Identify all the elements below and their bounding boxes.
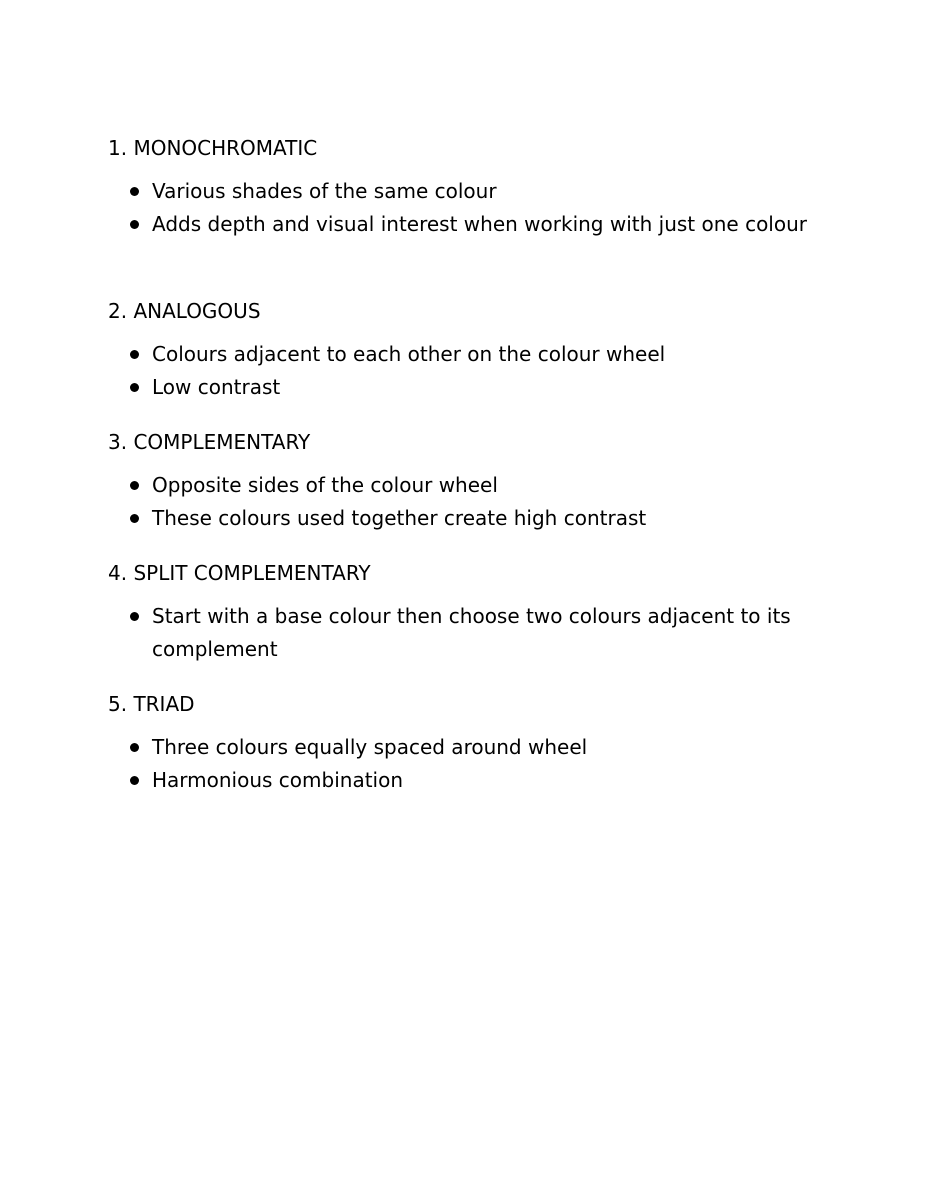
bullet-item: [108, 175, 812, 208]
bullet-item: [108, 731, 812, 764]
section-triad: [108, 688, 828, 797]
bullet-list: [108, 469, 828, 535]
section-heading: 4. SPLIT COMPLEMENTARY: [108, 561, 371, 585]
bullet-dot-icon: [130, 187, 139, 196]
bullet-dot-icon: [130, 514, 139, 523]
bullet-item: [108, 502, 812, 535]
bullet-dot-icon: [130, 481, 139, 490]
bullet-text: Three colours equally spaced around wheel: [152, 735, 588, 759]
bullet-text: Start with a base colour then choose two colours adjacent to its complement: [152, 604, 791, 661]
bullet-item: [108, 764, 812, 797]
section-heading: 5. TRIAD: [108, 692, 195, 716]
bullet-item: [108, 338, 812, 371]
section-heading: 2. ANALOGOUS: [108, 299, 261, 323]
bullet-text: Opposite sides of the colour wheel: [152, 473, 498, 497]
bullet-list: [108, 175, 828, 241]
bullet-text: Harmonious combination: [152, 768, 404, 792]
section-analogous: [108, 295, 828, 404]
section-split-complementary: [108, 557, 828, 666]
bullet-text: Colours adjacent to each other on the colour wheel: [152, 342, 666, 366]
bullet-dot-icon: [130, 220, 139, 229]
bullet-list: [108, 731, 828, 797]
bullet-text: Various shades of the same colour: [152, 179, 497, 203]
bullet-list: [108, 338, 828, 404]
bullet-item: [108, 469, 812, 502]
bullet-dot-icon: [130, 350, 139, 359]
bullet-dot-icon: [130, 776, 139, 785]
section-monochromatic: [108, 132, 828, 241]
bullet-item: [108, 208, 812, 241]
bullet-text: Adds depth and visual interest when working with just one colour: [152, 212, 807, 236]
section-heading: 3. COMPLEMENTARY: [108, 430, 311, 454]
bullet-text: Low contrast: [152, 375, 281, 399]
bullet-text: These colours used together create high contrast: [152, 506, 647, 530]
section-heading: 1. MONOCHROMATIC: [108, 136, 318, 160]
bullet-dot-icon: [130, 612, 139, 621]
bullet-dot-icon: [130, 743, 139, 752]
bullet-item: [108, 600, 812, 666]
bullet-item: [108, 371, 812, 404]
section-complementary: [108, 426, 828, 535]
bullet-dot-icon: [130, 383, 139, 392]
bullet-list: [108, 600, 828, 666]
